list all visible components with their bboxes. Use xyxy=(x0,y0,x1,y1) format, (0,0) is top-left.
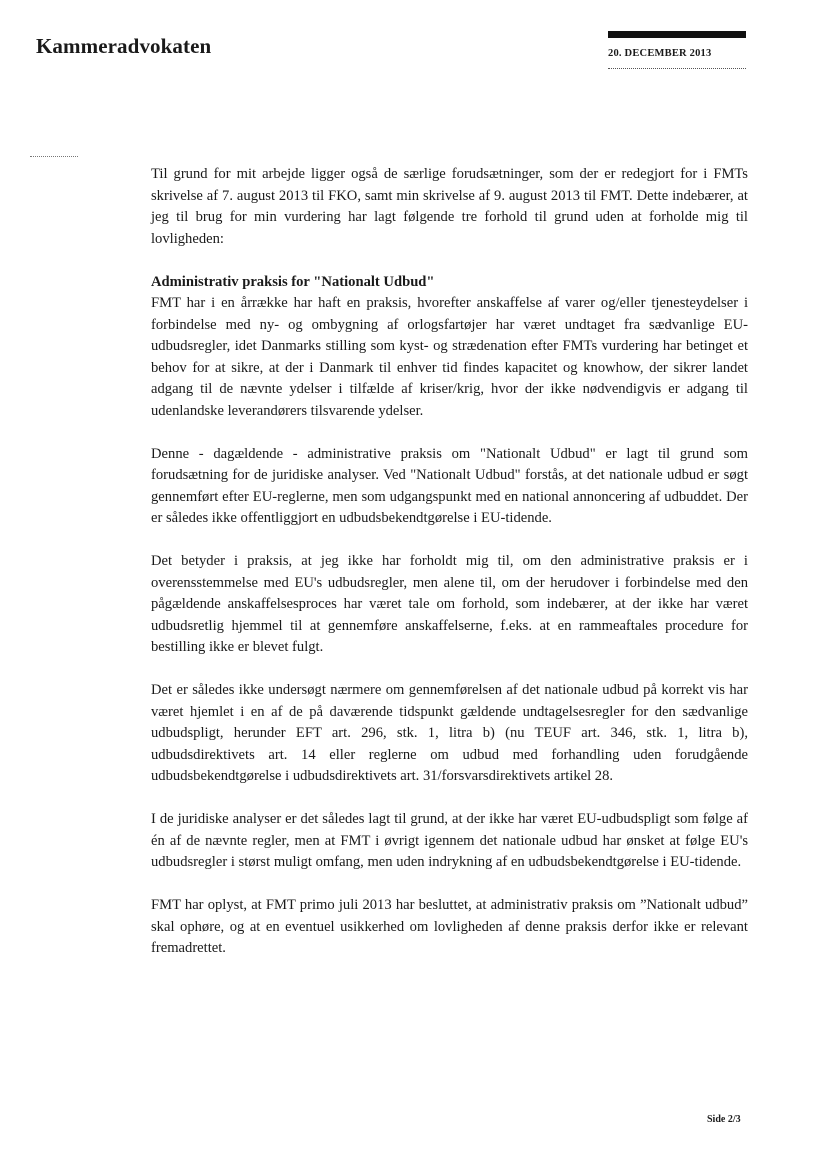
document-body xyxy=(151,164,748,981)
body-paragraph: FMT har oplyst, at FMT primo juli 2013 har besluttet, at administrativ praksis om ”Nationalt udbud” skal ophøre, og at en eventuel usikkerhed om lovligheden af denne praksis derfor ikke er relevant fremadrettet. xyxy=(151,897,748,956)
body-paragraph: I de juridiske analyser er det således lagt til grund, at der ikke har været EU-udbudspligt som følge af én af de nævnte regler, men at FMT i øvrigt igennem det nationale udbud har ønsket at følge EU's udbudsregler i størst muligt omfang, men uden indrykning af en udbudsbekendtgørelse i EU-tidende. xyxy=(151,811,748,870)
document-date: 20. DECEMBER 2013 xyxy=(608,48,712,59)
body-paragraph: Det betyder i praksis, at jeg ikke har forholdt mig til, om den administrative praksis er i overensstemmelse med EU's udbudsregler, men alene til, om der herudover i forbindelse med den pågældende anskaffelsesproces har været tale om forhold, som indebærer, at der ikke har været udbudsretlig hjemmel til at gennemføre anskaffelserne, f.eks. at en rammeaftales procedure for bestilling ikke er blevet fulgt. xyxy=(151,553,748,655)
page-number: Side 2/3 xyxy=(707,1114,741,1125)
organization-logo: Kammeradvokaten xyxy=(36,34,212,58)
header-bar xyxy=(608,31,746,38)
body-paragraph: Denne - dagældende - administrative praksis om "Nationalt Udbud" er lagt til grund som forudsætning for de juridiske analyser. Ved "Nationalt Udbud" forstås, at det nationale udbud er søgt gennemført efter EU-reglerne, men som udgangspunkt med en national annoncering af udbuddet. Der er således ikke offentliggjort en udbudsbekendtgørelse i EU-tidende. xyxy=(151,445,748,526)
body-paragraph: Det er således ikke undersøgt nærmere om gennemførelsen af det nationale udbud på korrekt vis har været hjemlet i en af de på daværende tidspunkt gældende undtagelsesregler for den sædvanlige udbudspligt, herunder EFT art. 296, stk. 1, litra b) (nu TEUF art. 346, stk. 1, litra b), udbudsdirektivets art. 14 eller reglerne om udbud med forhandling uden forudgående udbudsbekendtgørelse i udbudsdirektivets art. 31/forsvarsdirektivets artikel 28. xyxy=(151,682,748,784)
section-heading: Administrativ praksis for "Nationalt Udbud" xyxy=(151,273,435,290)
body-paragraph: FMT har i en årrække har haft en praksis, hvorefter anskaffelse af varer og/eller tjenesteydelser i forbindelse med ny- og ombygning af orlogsfartøjer har været undtaget fra sædvanlige EU-udbudsregler, idet Danmarks stilling som kyst- og strædenation efter FMTs vurdering har betinget et behov for at sikre, at der i Danmark til enhver tid findes kapacitet og knowhow, der sikrer landet adgang til de nævnte ydelser i tilfælde af kriser/krig, hvor der ikke nødvendigvis er adgang til udenlandske leverandørers tilsvarende ydelser. xyxy=(151,295,748,419)
body-paragraph-intro: Til grund for mit arbejde ligger også de særlige forudsætninger, som der er redegjort for i FMTs skrivelse af 7. august 2013 til FKO, samt min skrivelse af 9. august 2013 til FMT. Dette indebærer, at jeg til brug for min vurdering har lagt følgende tre forhold til grund uden at forholde mig til lovligheden: xyxy=(151,166,748,247)
margin-divider xyxy=(30,156,78,157)
header-divider xyxy=(608,68,746,69)
